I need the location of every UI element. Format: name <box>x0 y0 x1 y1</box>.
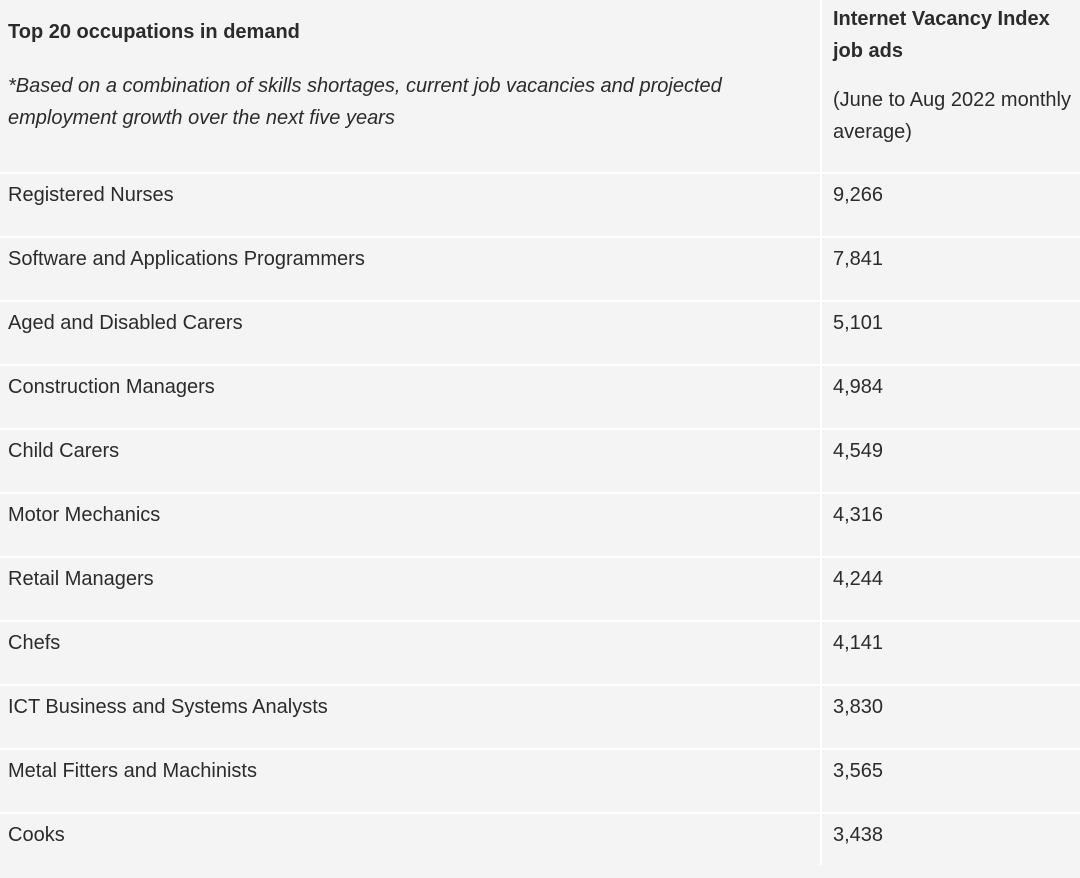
job-ads-cell: 5,101 <box>833 312 884 334</box>
job-ads-column-title: Internet Vacancy Index job ads <box>833 8 1050 62</box>
table-header <box>0 0 1080 174</box>
table-row <box>0 302 1080 366</box>
occupation-cell: Software and Applications Programmers <box>8 248 365 270</box>
table-row <box>0 174 1080 238</box>
job-ads-cell: 3,830 <box>833 696 884 718</box>
job-ads-cell: 3,438 <box>833 824 884 846</box>
job-ads-cell: 3,565 <box>833 760 884 782</box>
occupation-cell: Chefs <box>8 632 61 654</box>
occupation-cell: Registered Nurses <box>8 184 174 206</box>
occupation-cell: Metal Fitters and Machinists <box>8 760 257 782</box>
occupation-cell: Motor Mechanics <box>8 504 161 526</box>
job-ads-cell: 4,549 <box>833 440 884 462</box>
table-row <box>0 814 1080 878</box>
job-ads-column-note: (June to Aug 2022 monthly average) <box>833 89 1071 143</box>
job-ads-cell: 4,316 <box>833 504 884 526</box>
column-divider <box>820 0 822 865</box>
table-row <box>0 366 1080 430</box>
job-ads-cell: 9,266 <box>833 184 884 206</box>
table-row <box>0 750 1080 814</box>
job-ads-cell: 7,841 <box>833 248 884 270</box>
table-row <box>0 238 1080 302</box>
occupation-cell: ICT Business and Systems Analysts <box>8 696 328 718</box>
occupation-cell: Retail Managers <box>8 568 154 590</box>
job-ads-cell: 4,141 <box>833 632 884 654</box>
table-row <box>0 686 1080 750</box>
table-row <box>0 622 1080 686</box>
table-body <box>0 174 1080 878</box>
occupation-column-note: *Based on a combination of skills shortages, current job vacancies and projected employment growth over the next five years <box>8 75 722 129</box>
occupation-cell: Child Carers <box>8 440 120 462</box>
occupation-cell: Aged and Disabled Carers <box>8 312 243 334</box>
occupation-cell: Construction Managers <box>8 376 215 398</box>
table-row <box>0 494 1080 558</box>
job-ads-cell: 4,244 <box>833 568 884 590</box>
occupation-cell: Cooks <box>8 824 65 846</box>
table-row <box>0 558 1080 622</box>
table-row <box>0 430 1080 494</box>
job-ads-cell: 4,984 <box>833 376 884 398</box>
occupation-column-title: Top 20 occupations in demand <box>8 21 300 43</box>
